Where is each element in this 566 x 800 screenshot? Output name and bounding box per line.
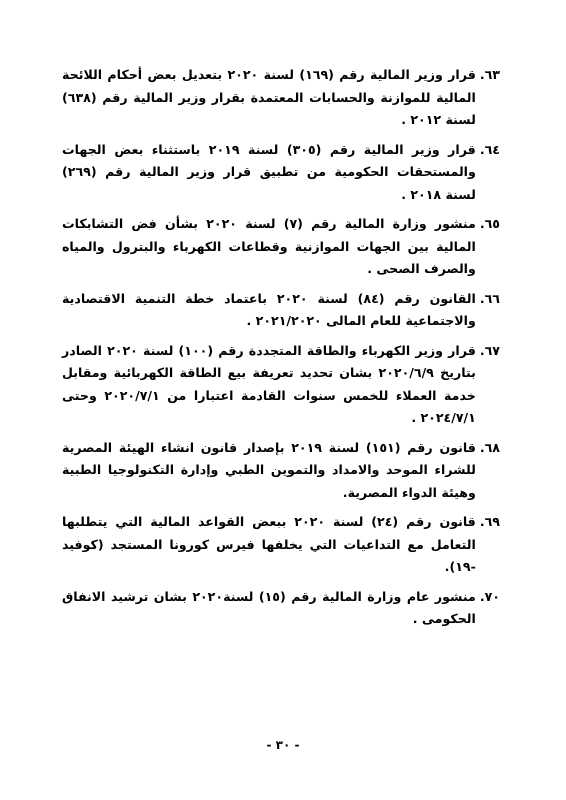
item-number: ٦٥.	[479, 216, 500, 231]
item-text: قرار وزير الكهرباء والطاقة المتجددة رقم (١٠٠) لسنة ٢٠٢٠ الصادر بتاريخ ٢٠٢٠/٦/٩ بشان تحديد تعريفة بيع الطاقة الكهربائية ومقابل خدمة العملاء للخمس سنوات القادمة اعتبارا من ٢٠٢٠/٧/١ وحتى ٢٠٢٤/٧/١ .	[62, 342, 476, 425]
item-text: قانون رقم (٢٤) لسنة ٢٠٢٠ ببعض القواعد المالية التي يتطلبها التعامل مع التداعيات التي يخلفها فيرس كورونا المستجد (كوفيد -١٩).	[62, 514, 476, 574]
list-item	[62, 139, 500, 207]
legislation-list	[62, 64, 500, 638]
item-number: ٦٦.	[479, 290, 500, 306]
item-text: قرار وزير المالية رقم (٣٠٥) لسنة ٢٠١٩ باستثناء بعض الجهات والمستحقات الحكومية من تطبيق قرار وزير المالية رقم (٢٦٩) لسنة ٢٠١٨ .	[62, 141, 476, 202]
list-item	[62, 586, 500, 631]
item-number: ٦٨.	[479, 439, 500, 455]
item-number: ٦٤.	[479, 141, 500, 157]
item-number: ٦٣.	[479, 67, 500, 82]
item-text: قرار وزير المالية رقم (١٦٩) لسنة ٢٠٢٠ بتعديل بعض أحكام اللائحة المالية للموازنة والحسابات المعتمدة بقرار وزير المالية رقم (٦٣٨) لسنة ٢٠١٢ .	[62, 67, 476, 127]
list-item	[62, 437, 500, 505]
page-number: - ٣٠ -	[266, 738, 300, 752]
list-item	[62, 511, 500, 579]
item-text: قانون رقم (١٥١) لسنة ٢٠١٩ بإصدار قانون انشاء الهيئة المصرية للشراء الموحد والامداد والتموين الطبي وإدارة التكنولوجيا الطبية وهيئة الدواء المصرية.	[62, 439, 476, 500]
item-number: ٦٧.	[479, 342, 500, 358]
item-number: ٧٠.	[479, 588, 500, 604]
item-text: القانون رقم (٨٤) لسنة ٢٠٢٠ باعتماد خطة التنمية الاقتصادية والاجتماعية للعام المالى ٢٠٢١/٢٠٢٠ .	[62, 290, 476, 328]
list-item	[62, 340, 500, 430]
list-item	[62, 213, 500, 281]
item-number: ٦٩.	[479, 514, 500, 529]
list-item	[62, 288, 500, 333]
list-item	[62, 64, 500, 132]
item-text: منشور عام وزارة المالية رقم (١٥) لسنة٢٠٢٠ بشان ترشيد الانفاق الحكومى .	[62, 588, 476, 626]
item-text: منشور وزارة المالية رقم (٧) لسنة ٢٠٢٠ بشأن فض التشابكات المالية بين الجهات الموازنية وقطاعات الكهرباء والبترول والمياه والصرف الصحى .	[62, 216, 476, 276]
